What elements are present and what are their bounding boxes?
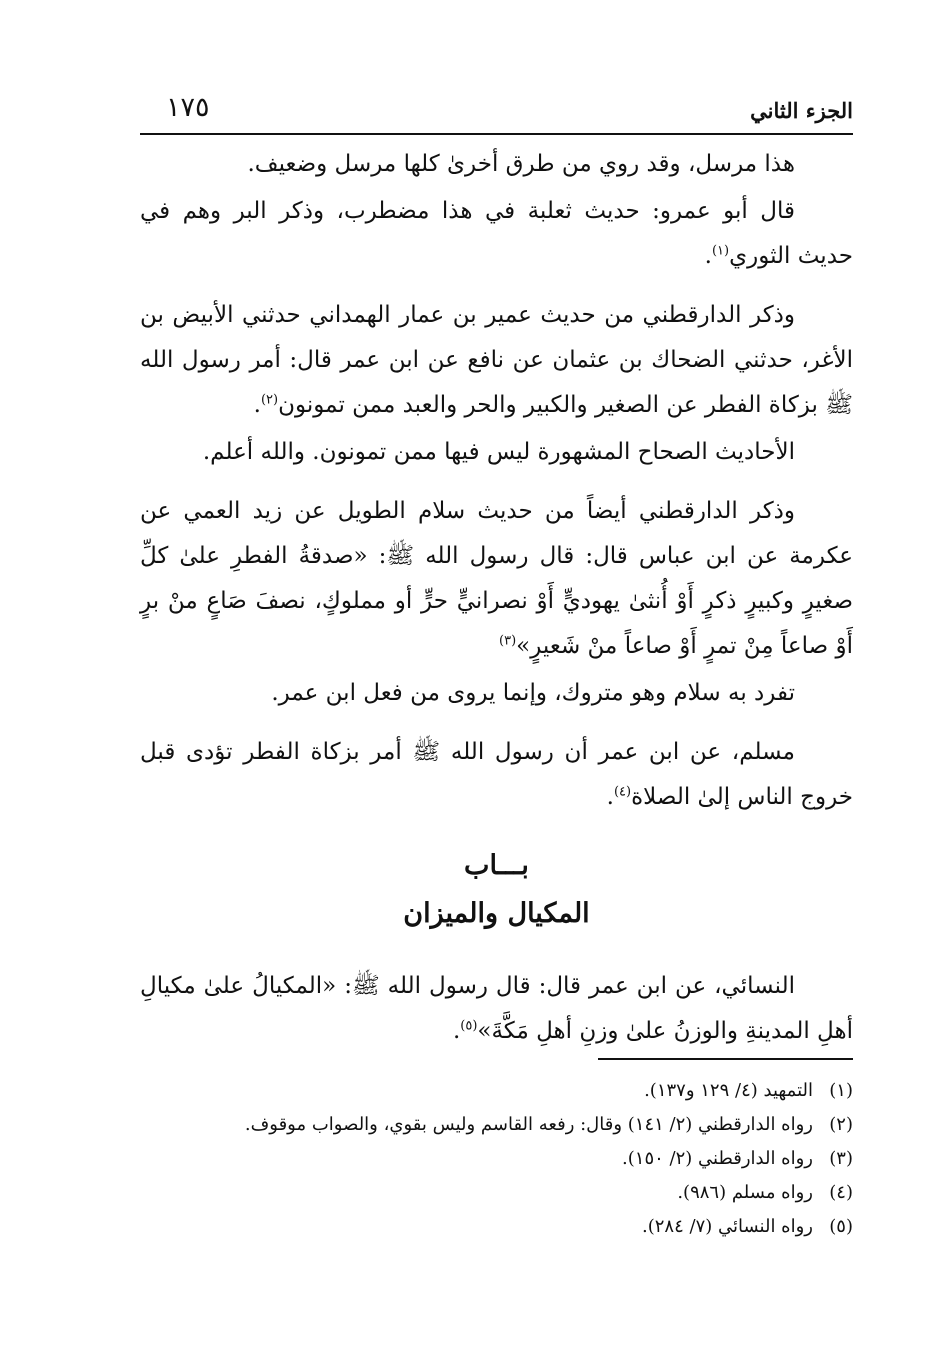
- paragraph: النسائي، عن ابن عمر قال: قال رسول الله ﷺ: «المكيالُ علىٰ مكيالِ أهلِ المدينةِ والوزنُ علىٰ وزنِ أهلِ مَكَّةَ»$^{(٥)}$.: [140, 973, 853, 1044]
- footnote-item: [140, 1142, 853, 1176]
- footnote-text: رواه الدارقطني (٢/ ١٤١) وقال: رفعه القاسم وليس بقوي، والصواب موقوف.: [244, 1114, 813, 1135]
- footnote-ref: (٣): [499, 633, 517, 649]
- footnote-number: (٢): [829, 1114, 853, 1135]
- paragraph: مسلم، عن ابن عمر أن رسول الله ﷺ أمر بزكاة الفطر تؤدى قبل خروج الناس إلىٰ الصلاة$^{(٤)}$.: [140, 739, 853, 810]
- paragraph: وذكر الدارقطني من حديث عمير بن عمار الهمداني حدثني الأبيض بن الأغر، حدثني الضحاك بن عثمان عن نافع عن ابن عمر قال: أمر رسول الله ﷺ بزكاة الفطر عن الصغير والكبير والحر والعبد ممن تمونون$^{(٢)}$.: [140, 302, 853, 418]
- footnote-item: [140, 1108, 853, 1142]
- footnote-item: [140, 1210, 853, 1244]
- paragraph: تفرد به سلام وهو متروك، وإنما يروى من فعل ابن عمر.: [271, 680, 795, 706]
- chapter-label: بـــاب: [464, 850, 529, 881]
- footnote-number: (١): [829, 1080, 853, 1101]
- header-rule: [140, 133, 853, 135]
- footnote-item: [140, 1074, 853, 1108]
- footnote-number: (٤): [829, 1182, 853, 1203]
- footnote-text: رواه الدارقطني (٢/ ١٥٠).: [622, 1148, 813, 1169]
- footnote-separator: [598, 1058, 853, 1060]
- footnote-ref: (٤): [613, 784, 632, 800]
- paragraph: قال أبو عمرو: حديث ثعلبة في هذا مضطرب، وذكر البر وهم في حديث الثوري$^{(١)}$.: [140, 198, 853, 269]
- page-number: ١٧٥: [166, 92, 210, 123]
- footnote-ref: (٢): [260, 392, 279, 408]
- footnote-number: (٥): [829, 1216, 853, 1237]
- running-title: الجزء الثاني: [750, 98, 853, 123]
- chapter-heading: [140, 842, 853, 938]
- paragraph: وذكر الدارقطني أيضاً من حديث سلام الطويل عن زيد العمي عن عكرمة عن ابن عباس قال: قال رسول الله ﷺ: «صدقةُ الفطرِ علىٰ كلِّ صغيرٍ وكبيرٍ ذكرٍ أَوْ أُنثىٰ يهوديٍّ أَوْ نصرانيٍّ حرٍّ أو مملوكٍ، نصفَ صَاعٍ منْ برٍ أَوْ صاعاً مِنْ تمرٍ أَوْ صاعاً منْ شَعيرٍ»$^{(٣)}$: [140, 498, 853, 659]
- page-header: [140, 92, 853, 130]
- paragraph: هذا مرسل، وقد روي من طرق أخرىٰ كلها مرسل وضعيف.: [247, 151, 795, 177]
- footnote-number: (٣): [829, 1148, 853, 1169]
- footnote-ref: (١): [711, 243, 730, 259]
- main-text: [140, 142, 853, 1068]
- footnotes: [140, 1074, 853, 1244]
- footnote-text: التمهيد (٤/ ١٢٩ و١٣٧).: [644, 1080, 813, 1101]
- chapter-title: المكيال والميزان: [403, 898, 590, 929]
- footnote-item: [140, 1176, 853, 1210]
- footnote-text: رواه النسائي (٧/ ٢٨٤).: [642, 1216, 813, 1237]
- paragraph: الأحاديث الصحاح المشهورة ليس فيها ممن تمونون. والله أعلم.: [202, 439, 795, 465]
- footnote-ref: (٥): [460, 1018, 478, 1034]
- footnote-text: رواه مسلم (٩٨٦).: [677, 1182, 813, 1203]
